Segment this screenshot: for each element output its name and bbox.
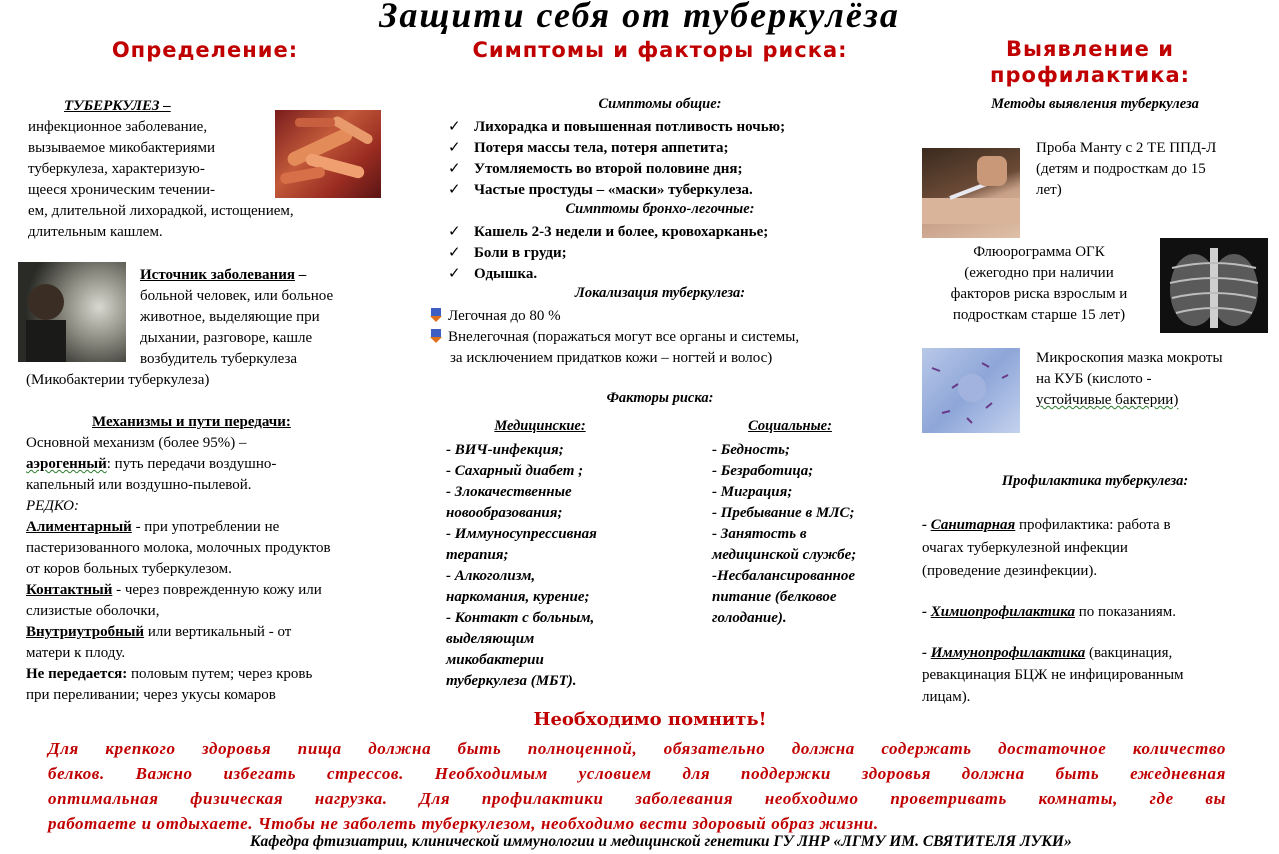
risk-item: наркомания, курение;	[446, 589, 590, 605]
micro-line: устойчивые бактерии)	[1036, 392, 1179, 408]
source-dash: –	[294, 267, 307, 283]
check-icon: ✓	[448, 245, 461, 261]
risk-item: микобактерии	[446, 652, 544, 668]
alimentary-rest: - при употреблении не	[131, 519, 280, 535]
symptom-text: Боли в груди;	[474, 245, 567, 261]
symptom-text: Лихорадка и повышенная потливость ночью;	[474, 119, 786, 135]
bacteria-illustration	[275, 110, 381, 198]
check-icon: ✓	[448, 161, 461, 177]
risk-item: -Несбалансированное	[712, 568, 856, 584]
risk-item: медицинской службе;	[712, 547, 857, 563]
coughing-person-image	[18, 262, 126, 362]
coughing-person-illustration	[18, 262, 126, 362]
micro-line: на КУБ (кислото -	[1036, 371, 1152, 387]
definition-term-line	[64, 96, 171, 117]
chest-xray-image	[1160, 238, 1268, 333]
prevention-title: Профилактика туберкулеза:	[1001, 473, 1189, 489]
source-line: животное, выделяющие при	[140, 309, 320, 325]
microscopy-illustration	[922, 348, 1020, 433]
localization-title: Локализация туберкулеза:	[574, 285, 746, 301]
injection-illustration	[922, 148, 1020, 238]
remember-title: Необходимо помнить!	[533, 709, 767, 730]
definition-text	[28, 117, 294, 243]
contact-rest: - через поврежденную кожу или	[112, 582, 322, 598]
not-transmitted-line2: при переливании; через укусы комаров	[26, 687, 276, 703]
rarely-label: РЕДКО:	[26, 498, 79, 514]
risk-item: - Бедность;	[712, 442, 791, 458]
social-risks-title	[720, 418, 860, 435]
risk-item: - Сахарный диабет ;	[446, 463, 584, 479]
general-symptoms-list	[448, 117, 785, 201]
symptom-item	[448, 138, 785, 159]
risk-item: - Алкоголизм,	[446, 568, 536, 584]
symptom-item	[448, 222, 768, 243]
alimentary-line3: от коров больных туберкулезом.	[26, 561, 232, 577]
symptom-text: Потеря массы тела, потеря аппетита;	[474, 140, 729, 156]
aerogenic-line2: капельный или воздушно-пылевой.	[26, 477, 252, 493]
remember-line: работаете и отдыхаете. Чтобы не заболеть туберкулезом, необходимо вести здоровый образ жизни.	[48, 814, 879, 833]
localization-list	[430, 306, 799, 369]
tuberculosis-term: ТУБЕРКУЛЕЗ –	[64, 98, 171, 114]
alimentary-label: Алиментарный	[26, 519, 132, 535]
risk-item: выделяющим	[446, 631, 535, 647]
check-icon: ✓	[448, 140, 461, 156]
symptom-text: Одышка.	[474, 266, 538, 282]
mantoux-test-image	[922, 148, 1020, 238]
localization-extrapulmonary: Внелегочная (поражаться могут все органы и системы,	[448, 329, 800, 345]
broncho-symptoms-title: Симптомы бронхо-легочные:	[565, 201, 755, 217]
social-title-text: Социальные:	[748, 418, 832, 434]
aerogenic-label: аэрогенный	[26, 456, 107, 472]
social-risks-list	[712, 440, 856, 629]
definition-line: щееся хроническим течении-	[28, 182, 216, 198]
arrow-bullet-icon	[430, 308, 442, 322]
alimentary-line2: пастеризованного молока, молочных продуктов	[26, 540, 331, 556]
not-transmitted-rest: половым путем; через кровь	[127, 666, 313, 682]
risk-item: новообразования;	[446, 505, 563, 521]
chemo-label: Химиопрофилактика	[930, 604, 1075, 620]
definition-line: длительным кашлем.	[28, 224, 163, 240]
credit-line: Кафедра фтизиатрии, клинической иммунологии и медицинской генетики ГУ ЛНР «ЛГМУ ИМ. СВЯТИТЕЛЯ ЛУКИ»	[250, 833, 1072, 850]
symptom-item	[448, 264, 768, 285]
definition-line: инфекционное заболевание,	[28, 119, 208, 135]
immuno-line3: лицам).	[922, 689, 971, 705]
mantoux-line: (детям и подросткам до 15	[1036, 161, 1206, 177]
risk-item: - Безработица;	[712, 463, 814, 479]
fluoro-line: (ежегодно при наличии	[964, 265, 1114, 281]
heading-symptoms: Симптомы и факторы риска:	[472, 38, 848, 62]
xray-illustration	[1160, 238, 1268, 333]
mantoux-line: Проба Манту с 2 ТЕ ППД-Л	[1036, 140, 1217, 156]
immuno-label: Иммунопрофилактика	[930, 645, 1086, 661]
source-line: возбудитель туберкулеза	[140, 351, 298, 367]
risk-item: - Миграция;	[712, 484, 793, 500]
check-icon: ✓	[448, 224, 461, 240]
medical-risks-list	[446, 440, 597, 692]
mantoux-line: лет)	[1036, 182, 1062, 198]
immuno-rest: (вакцинация,	[1085, 645, 1173, 661]
source-line: больной человек, или больное	[140, 288, 334, 304]
general-symptoms-title: Симптомы общие:	[598, 96, 722, 112]
symptom-text: Кашель 2-3 недели и более, кровохарканье;	[474, 224, 769, 240]
chemo-rest: по показаниям.	[1074, 604, 1177, 620]
page-title: Защити себя от туберкулёза	[379, 0, 900, 35]
mechanisms-heading	[92, 412, 291, 433]
risk-item: терапия;	[446, 547, 509, 563]
sanitary-line2: очагах туберкулезной инфекции	[922, 540, 1128, 556]
aerogenic-rest: : путь передачи воздушно-	[106, 456, 277, 472]
fluoro-line: Флюорограмма ОГК	[973, 244, 1105, 260]
not-transmitted-label: Не передается:	[26, 666, 128, 682]
bacteria-image	[275, 110, 381, 198]
risk-item: - Пребывание в МЛС;	[712, 505, 855, 521]
symptom-text: Утомляемость во второй половине дня;	[474, 161, 743, 177]
localization-extrapulmonary-note: за исключением придатков кожи – ногтей и волос)	[450, 350, 773, 366]
mechanisms-title: Механизмы и пути передачи:	[92, 414, 291, 430]
risk-item: - Занятость в	[712, 526, 807, 542]
sanitary-label: Санитарная	[930, 517, 1016, 533]
symptom-item	[448, 159, 785, 180]
micro-text	[1036, 348, 1223, 411]
fluoro-text	[930, 242, 1148, 326]
symptom-item	[448, 117, 785, 138]
definition-line: туберкулеза, характеризую-	[28, 161, 205, 177]
risk-item: - Злокачественные	[446, 484, 572, 500]
risk-item: - Иммуносупрессивная	[446, 526, 597, 542]
intrauterine-rest: или вертикальный - от	[144, 624, 292, 640]
risk-item: - Контакт с больным,	[446, 610, 595, 626]
medical-risks-title	[470, 418, 610, 435]
symptom-item	[448, 243, 768, 264]
detection-methods-title: Методы выявления туберкулеза	[991, 96, 1199, 112]
fluoro-line: факторов риска взрослым и	[950, 286, 1128, 302]
source-line: дыхании, разговоре, кашле	[140, 330, 313, 346]
risk-item: туберкулеза (МБТ).	[446, 673, 577, 689]
symptom-item	[448, 180, 785, 201]
arrow-bullet-icon	[430, 329, 442, 343]
remember-line: оптимальная физическая нагрузка. Для профилактики заболевания необходимо проветривать комнаты, где вы	[48, 789, 1226, 808]
mech-line: Основной механизм (более 95%) –	[26, 435, 247, 451]
micro-line: Микроскопия мазка мокроты	[1036, 350, 1223, 366]
sanitary-line3: (проведение дезинфекции).	[922, 563, 1098, 579]
definition-line: ем, длительной лихорадкой, истощением,	[28, 203, 294, 219]
fluoro-line: подросткам старше 15 лет)	[952, 307, 1126, 323]
intrauterine-label: Внутриутробный	[26, 624, 145, 640]
risk-item: - ВИЧ-инфекция;	[446, 442, 564, 458]
source-line: (Микобактерии туберкулеза)	[26, 372, 210, 388]
localization-pulmonary: Легочная до 80 %	[448, 308, 561, 324]
prevention-block: - Санитарная профилактика: работа в очагах туберкулезной инфекции (проведение дезинфекции). - Химиопрофилактика по показаниям. - Иммунопрофилактика (вакцинация, ревакцинация БЦЖ не инфицированным лицам).	[922, 515, 1184, 708]
mechanisms-block	[26, 433, 331, 706]
source-heading: Источник заболевания	[140, 267, 295, 283]
heading-detection: Выявление и профилактика:	[990, 37, 1191, 87]
heading-definition: Определение:	[111, 38, 299, 62]
check-icon: ✓	[448, 182, 461, 198]
contact-label: Контактный	[26, 582, 113, 598]
check-icon: ✓	[448, 119, 461, 135]
symptom-text: Частые простуды – «маски» туберкулеза.	[474, 182, 753, 198]
remember-text	[48, 736, 1226, 836]
remember-line: Для крепкого здоровья пища должна быть полноценной, обязательно должна содержать достаточное количество	[48, 739, 1226, 758]
check-icon: ✓	[448, 266, 461, 282]
remember-line: белков. Важно избегать стрессов. Необходимым условием для поддержки здоровья должна быть ежедневная	[48, 764, 1226, 783]
immuno-line2: ревакцинация БЦЖ не инфицированным	[922, 667, 1184, 683]
intrauterine-line2: матери к плоду.	[26, 645, 126, 661]
microscopy-image	[922, 348, 1020, 433]
source-block	[140, 265, 333, 370]
medical-title-text: Медицинские:	[494, 418, 586, 434]
risk-item: голодание).	[712, 610, 787, 626]
risk-factors-title: Факторы риска:	[606, 390, 714, 406]
contact-line2: слизистые оболочки,	[26, 603, 160, 619]
risk-item: питание (белковое	[712, 589, 837, 605]
broncho-symptoms-list	[448, 222, 768, 285]
mantoux-text	[1036, 138, 1216, 201]
definition-line: вызываемое микобактериями	[28, 140, 216, 156]
sanitary-rest: профилактика: работа в	[1015, 517, 1171, 533]
